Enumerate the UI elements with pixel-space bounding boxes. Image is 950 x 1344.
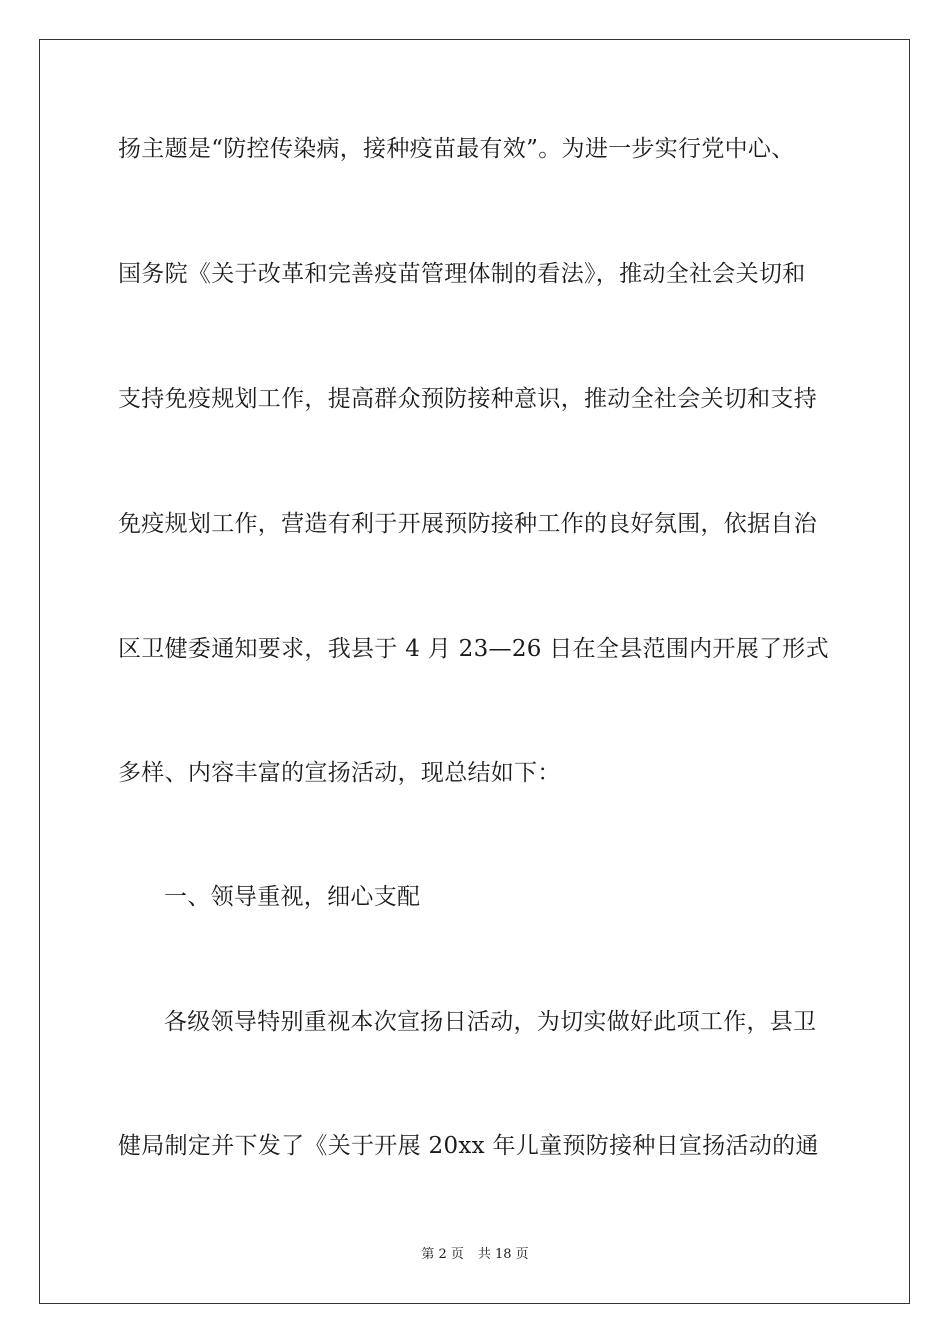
paragraph-line: 支持免疫规划工作，提高群众预防接种意识，推动全社会关切和支持 — [118, 386, 817, 412]
paragraph-line: 国务院《关于改革和完善疫苗管理体制的看法》，推动全社会关切和 — [118, 261, 806, 287]
paragraph-line: 区卫健委通知要求，我县于 4 月 23—26 日在全县范围内开展了形式 — [118, 636, 829, 662]
page-number: 第 2 页 — [421, 1247, 464, 1262]
paragraph-line: 各级领导特别重视本次宣扬日活动，为切实做好此项工作，县卫 — [164, 1009, 817, 1035]
paragraph-line: 免疫规划工作，营造有利于开展预防接种工作的良好氛围，依据自治 — [118, 511, 817, 537]
paragraph-line: 多样、内容丰富的宣扬活动，现总结如下： — [118, 760, 561, 786]
paragraph-line: 扬主题是“防控传染病，接种疫苗最有效”。为进一步实行党中心、 — [118, 136, 795, 162]
section-heading: 一、领导重视，细心支配 — [164, 884, 421, 910]
page-footer — [0, 1247, 950, 1263]
page-border — [39, 39, 910, 1304]
paragraph-line: 健局制定并下发了《关于开展 20xx 年儿童预防接种日宣扬活动的通 — [118, 1133, 819, 1159]
page-total: 共 18 页 — [477, 1247, 529, 1262]
